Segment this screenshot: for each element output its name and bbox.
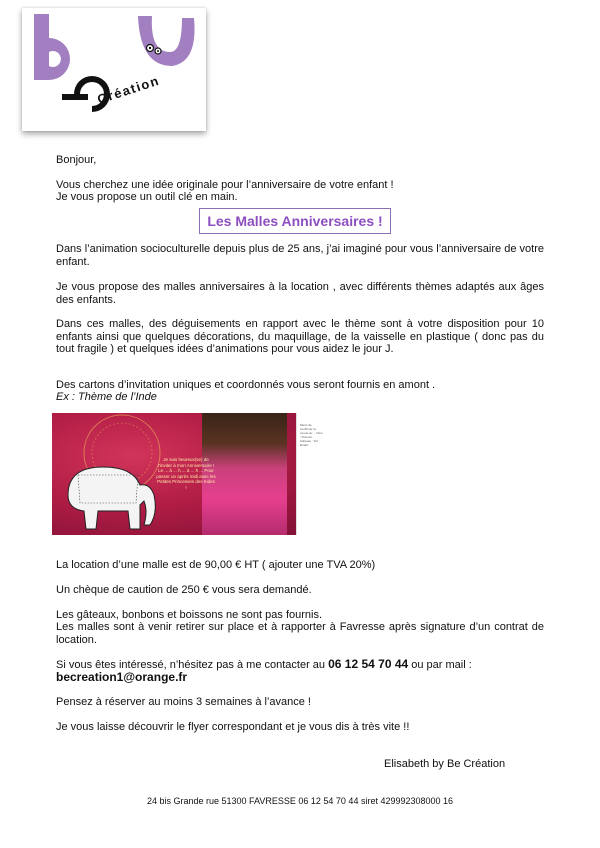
example-theme: Ex : Thème de l’Inde — [56, 391, 157, 403]
elephant-icon — [58, 455, 168, 535]
closing-line: Je vous laisse découvrir le flyer correspondant et je vous dis à très vite !! — [56, 721, 410, 733]
logo-wordmark: Création — [95, 72, 162, 107]
paragraph-experience: Dans l’animation socioculturelle depuis plus de 25 ans, j’ai imaginé pour vous l’anniversaire de votre enfant. — [56, 243, 544, 268]
invitation-text: Je suis heureux(se) de t’inviter à mon Anniversaire ! Le ... à ... h ... à ... h ... Pour passer un après midi avec les Petites Princesses des Indes ! — [156, 457, 216, 490]
phone-number[interactable]: 06 12 54 70 44 — [328, 657, 409, 671]
page-title — [199, 208, 391, 234]
invitation-card-back — [296, 413, 327, 535]
page-title-text: Les Malles Anniversaires ! — [207, 213, 383, 229]
paragraph-contents: Dans ces malles, des déguisements en rapport avec le thème sont à votre disposition pour 10 enfants ainsi que quelques décorations, du maquillage, de la vaisselle en plastique ( donc pas du tout fragile ) et quelques idées d’animations pour vous aidez le jour J. — [56, 318, 544, 355]
email-address[interactable]: becreation1@orange.fr — [56, 670, 188, 684]
intro-line-1: Vous cherchez une idée originale pour l’anniversaire de votre enfant ! — [56, 179, 394, 191]
invitation-back-text: Merci de confirmer ta venue au ... Nom : Prénom : Adresse : Tél : Email : — [300, 423, 323, 447]
footer-address: 24 bis Grande rue 51300 FAVRESSE 06 12 54 70 44 siret 429992308000 16 — [146, 796, 454, 806]
signature: Elisabeth by Be Création — [384, 758, 506, 770]
deposit-line: Un chèque de caution de 250 € vous sera demandé. — [56, 584, 312, 596]
pickup-line: Les malles sont à venir retirer sur place et à rapporter à Favresse après signature d’un contrat de location. — [56, 621, 544, 646]
invitation-card-image — [52, 413, 321, 535]
contact-text-start: Si vous êtes intéressé, n’hésitez pas à me contacter au — [56, 659, 329, 671]
intro-line-2: Je vous propose un outil clé en main. — [56, 191, 238, 203]
be-creation-logo-icon — [22, 8, 206, 131]
contact-text-middle: ou par mail : — [408, 659, 472, 671]
reserve-line: Pensez à réserver au moins 3 semaines à l’avance ! — [56, 696, 311, 708]
paragraph-invitations: Des cartons d’invitation uniques et coordonnés vous seront fournis en amont . — [56, 379, 436, 391]
price-line: La location d’une malle est de 90,00 € HT ( ajouter une TVA 20%) — [56, 559, 376, 571]
logo — [22, 8, 206, 131]
paragraph-rental: Je vous propose des malles anniversaires à la location , avec différents thèmes adaptés aux âges des enfants. — [56, 281, 544, 306]
not-provided-line: Les gâteaux, bonbons et boissons ne sont pas fournis. — [56, 609, 323, 621]
greeting: Bonjour, — [56, 154, 97, 166]
